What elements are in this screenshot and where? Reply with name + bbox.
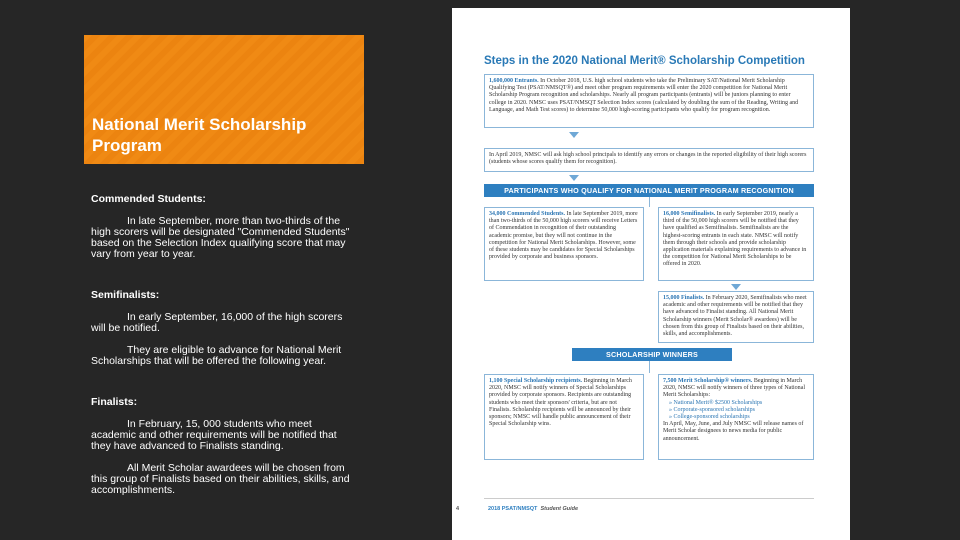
document-title: Steps in the 2020 National Merit® Scholarship Competition [484, 55, 805, 67]
down-arrow-icon [569, 175, 579, 181]
slide-body [91, 194, 359, 496]
semifinalists-box [658, 207, 814, 281]
list-item: » College-sponsored scholarships [669, 414, 750, 421]
page-number: 4 [456, 506, 460, 512]
section-paragraph: All Merit Scholar awardees will be chosen from this group of Finalists based on their abilities, skills, and accomplishments. [91, 462, 350, 496]
merit-highlight: 7,500 Merit Scholarship® winners. [663, 378, 753, 384]
footer-guide: 2018 PSAT/NMSQT Student Guide [488, 506, 579, 512]
slide-title: National Merit Scholarship Program [92, 115, 307, 155]
merit-tail: In April, May, June, and July NMSC will release names of Merit Scholar designees to news media for public announcement. [663, 421, 804, 442]
section-heading-semifinalists: Semifinalists: [91, 289, 160, 301]
down-arrow-icon [569, 132, 579, 138]
connector-line [649, 361, 650, 373]
merit-text: Beginning in March 2020, NMSC will notify winners of three types of National Merit Scholarships: [663, 378, 805, 399]
special-highlight: 1,100 Special Scholarship recipients. [489, 378, 583, 384]
finalists-text: In February 2020, Semifinalists who meet academic and other requirements will be notified that they have advanced to Finalist standing. All National Merit Scholarship winners (Merit Scholar® awardees) will be chosen from this group of Finalists based on their abilities, skills, and accomplishments. [663, 295, 807, 338]
entrants-highlight: 1,600,000 Entrants. [489, 78, 539, 84]
list-item: » National Merit® $2500 Scholarships [669, 399, 763, 406]
finalists-highlight: 15,000 Finalists. [663, 295, 705, 301]
commended-box [484, 207, 644, 281]
section-heading-finalists: Finalists: [91, 396, 138, 408]
section-paragraph: They are eligible to advance for National Merit Scholarships that will be offered the following year. [91, 344, 342, 367]
merit-bullet-list [663, 400, 809, 422]
footer-divider [484, 498, 814, 499]
entrants-box [484, 74, 814, 128]
section-paragraph: In late September, more than two-thirds of the high scorers will be designated "Commended Students" based on the Selection Index qualifying score that may vary from year to year. [91, 215, 350, 260]
special-text: Beginning in March 2020, NMSC will notify winners of Special Scholarships provided by corporate sponsors. Recipients are outstanding students who meet their sponsors' criteria, but are not Finalists. Scholarship recipients will be announced by their sponsors; NMSC will handle public announcement of their Special Scholarship wins. [489, 378, 632, 428]
april-note-box [484, 148, 814, 172]
section-heading-commended: Commended Students: [91, 193, 206, 205]
semifinalists-highlight: 16,000 Semifinalists. [663, 211, 716, 217]
semifinalists-text: In early September 2019, nearly a third of the 50,000 high scorers will be notified that they have qualified as Semifinalists. Semifinalists are the highest-scoring entrants in each state. NMSC will notify them through their schools and provide scholarship application materials explaining requirements to advance in the competition for National Merit Scholarships to be offered in 2020. [663, 211, 807, 268]
recognition-band: PARTICIPANTS WHO QUALIFY FOR NATIONAL MERIT PROGRAM RECOGNITION [484, 184, 814, 197]
entrants-text: In October 2018, U.S. high school students who take the Preliminary SAT/National Merit Scholarship Qualifying Test (PSAT/NMSQT®) and meet other program requirements will enter the 2020 competition for National Merit Scholarship Program recognition and scholarships. Nearly all program participants (entrants) will be juniors planning to enter college in 2020. NMSC uses PSAT/NMSQT Selection Index scores (calculated by doubling the sum of the Reading, Writing and Language, and Math Test scores) to determine 50,000 high-scoring participants who qualify for program recognition. [489, 78, 799, 113]
section-paragraph: In February, 15, 000 students who meet academic and other requirements will be notified that they have advanced to Finalists standing. [91, 418, 337, 452]
april-note-text: In April 2019, NMSC will ask high school principals to identify any errors or changes in the reported eligibility of their high scorers (students whose scores qualify them for recognition). [489, 152, 807, 166]
down-arrow-icon [731, 284, 741, 290]
merit-winners-box [658, 374, 814, 460]
winners-band: SCHOLARSHIP WINNERS [572, 348, 732, 361]
document-page [452, 8, 850, 540]
section-paragraph: In early September, 16,000 of the high scorers will be notified. [91, 311, 343, 334]
commended-text: In late September 2019, more than two-thirds of the 50,000 high scorers will receive Letters of Commendation in recognition of their outstanding academic promise, but they will not continue in the competition for National Merit Scholarships. However, some of these students may be candidates for Special Scholarships provided by corporate and business sponsors. [489, 211, 638, 261]
special-scholarship-box [484, 374, 644, 460]
commended-highlight: 34,000 Commended Students. [489, 211, 566, 217]
connector-line [649, 197, 650, 207]
finalists-box [658, 291, 814, 343]
list-item: » Corporate-sponsored scholarships [669, 406, 755, 413]
title-box [84, 35, 364, 164]
